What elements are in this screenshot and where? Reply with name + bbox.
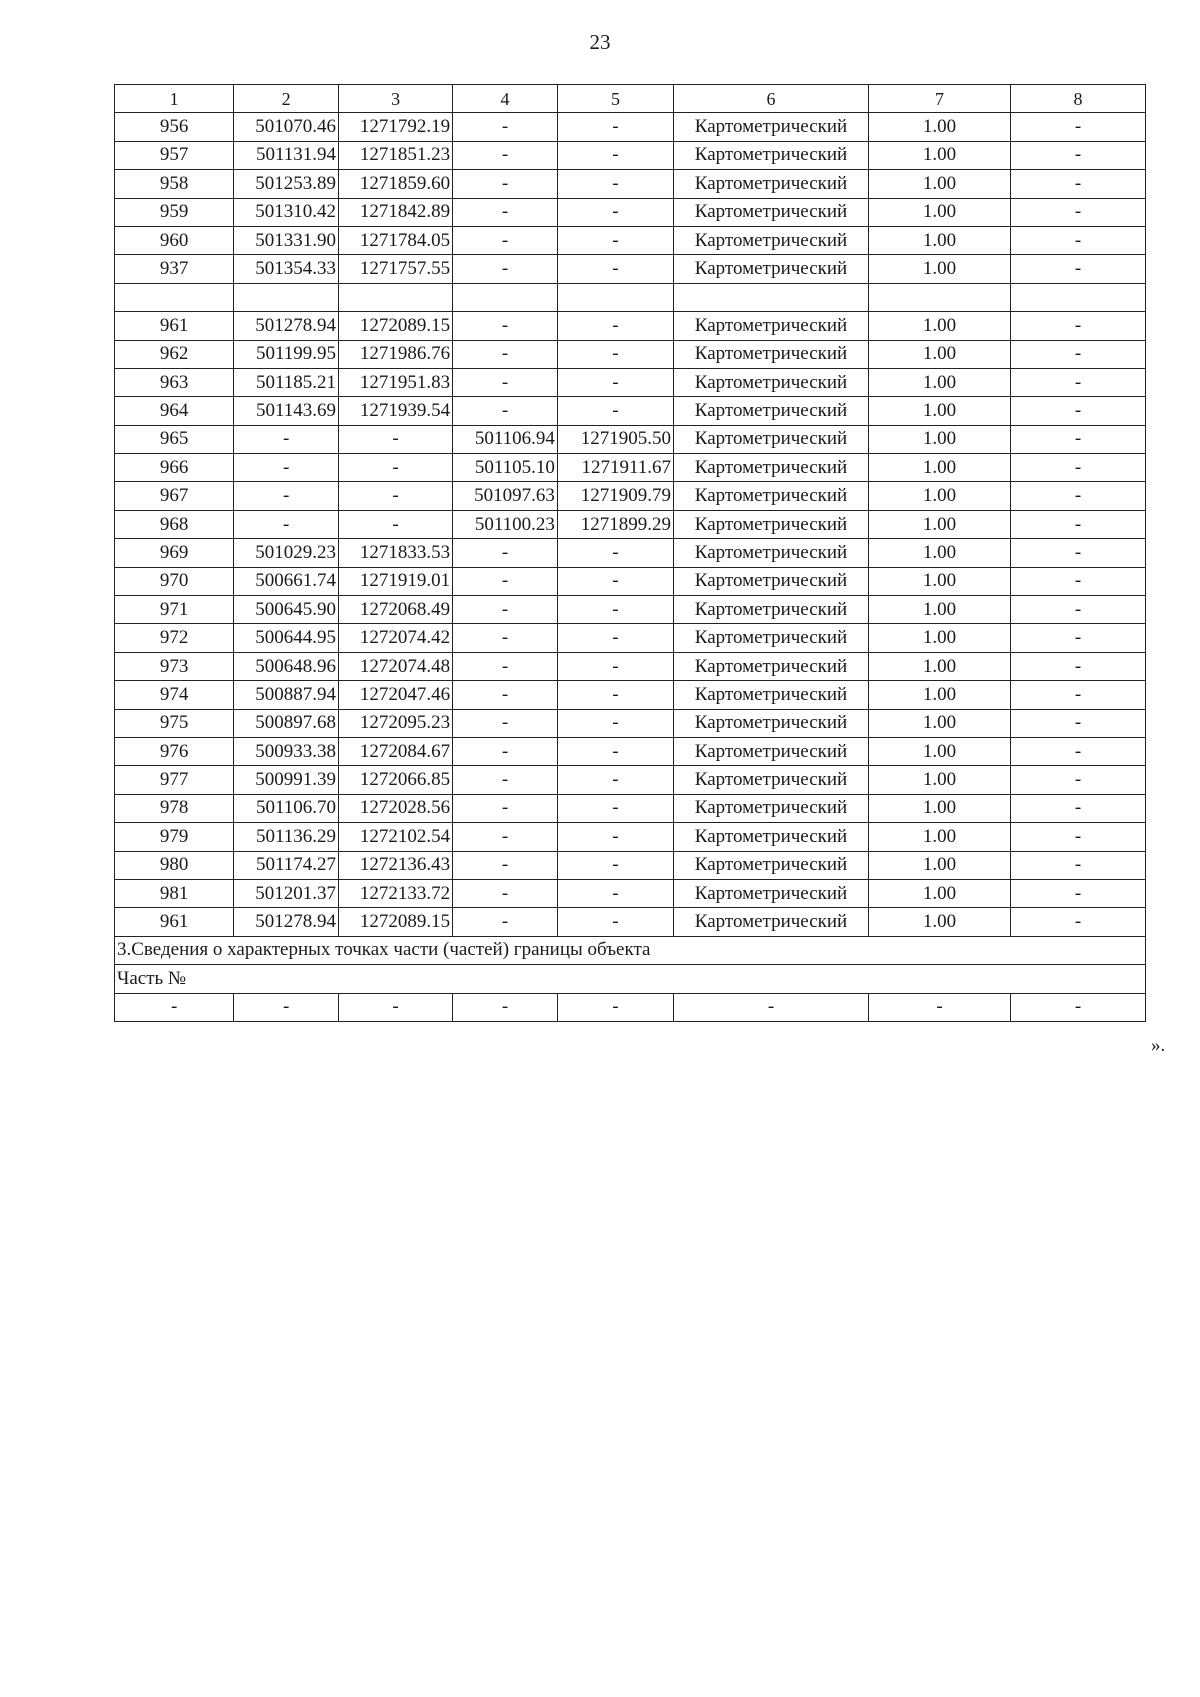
table-cell: 501106.70 — [234, 794, 339, 822]
table-cell: - — [1011, 908, 1146, 936]
table-row — [115, 312, 1146, 340]
table-cell: Картометрический — [674, 425, 869, 453]
part-label: Часть № — [115, 965, 1146, 993]
table-cell: Картометрический — [674, 737, 869, 765]
table-cell: 1271842.89 — [339, 198, 453, 226]
table-cell: 958 — [115, 170, 234, 198]
table-cell: Картометрический — [674, 823, 869, 851]
table-cell: - — [453, 397, 558, 425]
section-title-row — [115, 936, 1146, 964]
table-cell — [869, 283, 1011, 311]
table-row — [115, 567, 1146, 595]
column-header: 2 — [234, 85, 339, 113]
table-cell: 500897.68 — [234, 709, 339, 737]
table-cell: 1.00 — [869, 596, 1011, 624]
table-cell: 1.00 — [869, 766, 1011, 794]
table-cell: - — [557, 709, 673, 737]
table-cell — [339, 283, 453, 311]
table-cell: 1.00 — [869, 226, 1011, 254]
table-cell: 975 — [115, 709, 234, 737]
table-cell: 1272074.48 — [339, 652, 453, 680]
table-cell: 500887.94 — [234, 681, 339, 709]
table-cell — [115, 283, 234, 311]
table-row — [115, 397, 1146, 425]
table-cell: 1.00 — [869, 851, 1011, 879]
table-cell: Картометрический — [674, 709, 869, 737]
table-cell: 501070.46 — [234, 113, 339, 141]
table-cell: - — [557, 879, 673, 907]
table-cell: - — [557, 340, 673, 368]
table-cell: 1272066.85 — [339, 766, 453, 794]
table-cell: 1271951.83 — [339, 368, 453, 396]
table-cell: 962 — [115, 340, 234, 368]
table-cell: - — [234, 482, 339, 510]
table-cell: 976 — [115, 737, 234, 765]
table-cell: - — [557, 737, 673, 765]
table-cell: 1272089.15 — [339, 312, 453, 340]
table-cell: - — [115, 993, 234, 1021]
table-cell: - — [1011, 510, 1146, 538]
table-cell: 974 — [115, 681, 234, 709]
table-cell: Картометрический — [674, 794, 869, 822]
table-cell: 1271905.50 — [557, 425, 673, 453]
table-cell: - — [453, 681, 558, 709]
table-cell: 1272136.43 — [339, 851, 453, 879]
table-cell: - — [234, 454, 339, 482]
table-cell: - — [453, 312, 558, 340]
table-cell: Картометрический — [674, 596, 869, 624]
table-cell: - — [453, 340, 558, 368]
table-cell: - — [557, 652, 673, 680]
table-cell: 1.00 — [869, 255, 1011, 283]
table-cell: - — [557, 226, 673, 254]
table-cell: Картометрический — [674, 539, 869, 567]
table-cell: 1272074.42 — [339, 624, 453, 652]
table-cell: 1271909.79 — [557, 482, 673, 510]
table-cell: - — [1011, 170, 1146, 198]
table-cell: 501278.94 — [234, 312, 339, 340]
table-cell: 965 — [115, 425, 234, 453]
column-header: 8 — [1011, 85, 1146, 113]
table-cell: - — [557, 141, 673, 169]
table-cell: - — [453, 596, 558, 624]
table-cell: - — [1011, 482, 1146, 510]
table-row — [115, 652, 1146, 680]
table-cell: Картометрический — [674, 397, 869, 425]
table-cell: 971 — [115, 596, 234, 624]
table-cell: - — [1011, 567, 1146, 595]
table-cell: - — [453, 652, 558, 680]
table-cell: 501199.95 — [234, 340, 339, 368]
column-header: 4 — [453, 85, 558, 113]
table-row — [115, 368, 1146, 396]
table-cell: Картометрический — [674, 198, 869, 226]
table-cell: 973 — [115, 652, 234, 680]
table-cell: - — [557, 312, 673, 340]
table-cell: 1.00 — [869, 170, 1011, 198]
table-cell: 1272089.15 — [339, 908, 453, 936]
table-cell: 501106.94 — [453, 425, 558, 453]
table-cell: 1272084.67 — [339, 737, 453, 765]
table-cell: - — [1011, 454, 1146, 482]
table-cell: - — [1011, 255, 1146, 283]
table-cell: 501174.27 — [234, 851, 339, 879]
table-cell: 969 — [115, 539, 234, 567]
table-cell: 1272068.49 — [339, 596, 453, 624]
table-cell: 963 — [115, 368, 234, 396]
table-cell: 501100.23 — [453, 510, 558, 538]
closing-quote: ». — [1151, 1035, 1166, 1056]
table-cell: - — [1011, 368, 1146, 396]
table-cell: 1.00 — [869, 908, 1011, 936]
table-row — [115, 823, 1146, 851]
table-cell: 1.00 — [869, 539, 1011, 567]
table-cell: 1272028.56 — [339, 794, 453, 822]
table-cell: - — [453, 255, 558, 283]
table-cell: 956 — [115, 113, 234, 141]
table-cell: 1.00 — [869, 198, 1011, 226]
table-cell: Картометрический — [674, 482, 869, 510]
table-row — [115, 283, 1146, 311]
table-cell: - — [869, 993, 1011, 1021]
table-row — [115, 510, 1146, 538]
table-cell: 1.00 — [869, 709, 1011, 737]
table-cell: - — [234, 993, 339, 1021]
table-cell: - — [453, 226, 558, 254]
table-cell: - — [453, 709, 558, 737]
table-cell: 966 — [115, 454, 234, 482]
table-row — [115, 794, 1146, 822]
table-cell: 1272095.23 — [339, 709, 453, 737]
table-cell: - — [339, 482, 453, 510]
table-cell: 1.00 — [869, 737, 1011, 765]
table-cell: - — [339, 510, 453, 538]
table-row — [115, 255, 1146, 283]
table-row — [115, 482, 1146, 510]
table-cell: - — [1011, 397, 1146, 425]
table-cell: - — [557, 170, 673, 198]
table-cell: Картометрический — [674, 567, 869, 595]
table-cell: 1.00 — [869, 681, 1011, 709]
table-cell: - — [557, 993, 673, 1021]
table-row — [115, 340, 1146, 368]
table-cell: - — [557, 113, 673, 141]
table-cell: 501136.29 — [234, 823, 339, 851]
table-cell: 981 — [115, 879, 234, 907]
table-cell: 1.00 — [869, 794, 1011, 822]
table-cell: - — [1011, 823, 1146, 851]
table-cell: - — [339, 993, 453, 1021]
table-cell: 1.00 — [869, 879, 1011, 907]
table-cell: - — [1011, 596, 1146, 624]
table-cell: - — [339, 454, 453, 482]
column-header: 3 — [339, 85, 453, 113]
table-cell: 1.00 — [869, 652, 1011, 680]
table-row — [115, 198, 1146, 226]
table-cell: - — [453, 567, 558, 595]
table-cell: - — [557, 596, 673, 624]
table-cell: 1271792.19 — [339, 113, 453, 141]
table-cell: 1.00 — [869, 425, 1011, 453]
table-cell: - — [453, 539, 558, 567]
table-cell — [674, 283, 869, 311]
page-number: 23 — [589, 30, 611, 54]
table-row — [115, 681, 1146, 709]
table-cell: Картометрический — [674, 851, 869, 879]
table-cell: 1.00 — [869, 823, 1011, 851]
table-cell: Картометрический — [674, 681, 869, 709]
table-cell: - — [453, 794, 558, 822]
table-cell: - — [1011, 993, 1146, 1021]
table-cell: - — [453, 368, 558, 396]
table-cell: - — [557, 766, 673, 794]
table-cell: Картометрический — [674, 652, 869, 680]
table-cell: - — [453, 198, 558, 226]
table-cell: - — [557, 624, 673, 652]
table-cell: - — [557, 908, 673, 936]
table-row — [115, 737, 1146, 765]
table-row — [115, 539, 1146, 567]
table-cell — [234, 283, 339, 311]
table-cell: - — [1011, 681, 1146, 709]
table-cell: 959 — [115, 198, 234, 226]
table-cell: Картометрический — [674, 141, 869, 169]
table-cell: Картометрический — [674, 624, 869, 652]
table-cell: 1.00 — [869, 368, 1011, 396]
table-cell: 1.00 — [869, 567, 1011, 595]
table-cell: - — [1011, 113, 1146, 141]
table-cell: - — [557, 255, 673, 283]
table-cell: - — [339, 425, 453, 453]
table-cell: - — [1011, 766, 1146, 794]
table-cell: - — [1011, 737, 1146, 765]
table-cell: 1.00 — [869, 141, 1011, 169]
table-cell: - — [1011, 709, 1146, 737]
table-cell: 500644.95 — [234, 624, 339, 652]
table-cell: - — [1011, 312, 1146, 340]
table-cell: 1.00 — [869, 340, 1011, 368]
table-cell: 1.00 — [869, 312, 1011, 340]
table-cell: Картометрический — [674, 255, 869, 283]
table-cell: - — [453, 737, 558, 765]
table-cell: 970 — [115, 567, 234, 595]
table-cell: - — [453, 170, 558, 198]
table-cell: Картометрический — [674, 312, 869, 340]
table-cell: - — [1011, 141, 1146, 169]
table-cell: - — [453, 908, 558, 936]
table-cell: - — [674, 993, 869, 1021]
table-cell: 501310.42 — [234, 198, 339, 226]
table-cell: Картометрический — [674, 368, 869, 396]
boundary-points-table — [114, 84, 1146, 1022]
table-cell: 500661.74 — [234, 567, 339, 595]
table-cell: 1.00 — [869, 454, 1011, 482]
table-cell: 1.00 — [869, 397, 1011, 425]
table-cell: - — [557, 198, 673, 226]
table-cell: 1.00 — [869, 482, 1011, 510]
table-cell: - — [453, 993, 558, 1021]
column-header: 1 — [115, 85, 234, 113]
table-cell: - — [1011, 539, 1146, 567]
column-header: 6 — [674, 85, 869, 113]
table-cell: 500991.39 — [234, 766, 339, 794]
table-cell: - — [234, 425, 339, 453]
table-cell: 978 — [115, 794, 234, 822]
table-row — [115, 170, 1146, 198]
table-cell: Картометрический — [674, 170, 869, 198]
table-row — [115, 113, 1146, 141]
table-cell: 501143.69 — [234, 397, 339, 425]
table-cell: Картометрический — [674, 454, 869, 482]
table-cell: 501105.10 — [453, 454, 558, 482]
table-cell: - — [1011, 198, 1146, 226]
table-cell: 1272133.72 — [339, 879, 453, 907]
table-cell: - — [557, 823, 673, 851]
table-cell: 500648.96 — [234, 652, 339, 680]
table-cell: Картометрический — [674, 113, 869, 141]
table-cell: Картометрический — [674, 340, 869, 368]
table-cell — [1011, 283, 1146, 311]
table-cell: - — [453, 879, 558, 907]
table-cell: Картометрический — [674, 908, 869, 936]
table-cell: 1272047.46 — [339, 681, 453, 709]
table-cell: - — [1011, 624, 1146, 652]
table-cell: - — [557, 539, 673, 567]
table-row — [115, 709, 1146, 737]
table-row — [115, 425, 1146, 453]
table-cell: - — [453, 141, 558, 169]
table-row — [115, 141, 1146, 169]
table-cell: 500645.90 — [234, 596, 339, 624]
table-cell: 501253.89 — [234, 170, 339, 198]
table-cell: - — [453, 766, 558, 794]
table-cell: 1.00 — [869, 510, 1011, 538]
table-cell: 500933.38 — [234, 737, 339, 765]
table-cell: 968 — [115, 510, 234, 538]
table-cell: - — [453, 823, 558, 851]
table-cell: - — [1011, 340, 1146, 368]
table-cell: - — [1011, 425, 1146, 453]
table-cell: 1271833.53 — [339, 539, 453, 567]
table-cell: 1271911.67 — [557, 454, 673, 482]
table-cell: 1.00 — [869, 113, 1011, 141]
table-row — [115, 596, 1146, 624]
table-cell: 964 — [115, 397, 234, 425]
table-cell: - — [234, 510, 339, 538]
table-cell: 1272102.54 — [339, 823, 453, 851]
table-cell: Картометрический — [674, 510, 869, 538]
table-cell: - — [1011, 226, 1146, 254]
table-cell: 501097.63 — [453, 482, 558, 510]
part-label-row — [115, 965, 1146, 993]
table-cell: 937 — [115, 255, 234, 283]
table-row — [115, 993, 1146, 1021]
table-cell: - — [557, 681, 673, 709]
table-cell: - — [557, 397, 673, 425]
table-cell: 501278.94 — [234, 908, 339, 936]
table-cell: 1271939.54 — [339, 397, 453, 425]
table-cell: 979 — [115, 823, 234, 851]
table-row — [115, 454, 1146, 482]
table-cell: - — [557, 851, 673, 879]
table-cell: Картометрический — [674, 226, 869, 254]
table-cell: 1271784.05 — [339, 226, 453, 254]
table-cell: 501131.94 — [234, 141, 339, 169]
table-cell: - — [1011, 851, 1146, 879]
column-header: 5 — [557, 85, 673, 113]
table-header-row — [115, 85, 1146, 113]
table-cell: 961 — [115, 312, 234, 340]
table-cell: - — [557, 794, 673, 822]
table-cell: 501201.37 — [234, 879, 339, 907]
table-cell: - — [453, 851, 558, 879]
table-cell: 957 — [115, 141, 234, 169]
table-cell: 980 — [115, 851, 234, 879]
table-cell: 967 — [115, 482, 234, 510]
table-cell: 501331.90 — [234, 226, 339, 254]
table-row — [115, 226, 1146, 254]
table-cell: - — [453, 624, 558, 652]
table-cell: 1271899.29 — [557, 510, 673, 538]
table-cell: 501354.33 — [234, 255, 339, 283]
table-cell: Картометрический — [674, 766, 869, 794]
table-cell: 960 — [115, 226, 234, 254]
table-cell: 501029.23 — [234, 539, 339, 567]
table-cell: 961 — [115, 908, 234, 936]
table-cell: 501185.21 — [234, 368, 339, 396]
table-cell: 1271859.60 — [339, 170, 453, 198]
table-cell: 977 — [115, 766, 234, 794]
table-cell: 1271851.23 — [339, 141, 453, 169]
table-row — [115, 851, 1146, 879]
table-cell: Картометрический — [674, 879, 869, 907]
table-cell: - — [557, 368, 673, 396]
table-cell: - — [1011, 879, 1146, 907]
table-row — [115, 879, 1146, 907]
table-row — [115, 908, 1146, 936]
table-cell: 1271757.55 — [339, 255, 453, 283]
table-cell: 972 — [115, 624, 234, 652]
table-cell: - — [1011, 794, 1146, 822]
table-cell — [453, 283, 558, 311]
section-title: 3.Сведения о характерных точках части (частей) границы объекта — [115, 936, 1146, 964]
table-cell: - — [1011, 652, 1146, 680]
table-cell: 1.00 — [869, 624, 1011, 652]
table-cell: 1271986.76 — [339, 340, 453, 368]
table-cell: - — [557, 567, 673, 595]
table-row — [115, 766, 1146, 794]
table-cell — [557, 283, 673, 311]
table-cell: - — [453, 113, 558, 141]
table-row — [115, 624, 1146, 652]
column-header: 7 — [869, 85, 1011, 113]
table-cell: 1271919.01 — [339, 567, 453, 595]
